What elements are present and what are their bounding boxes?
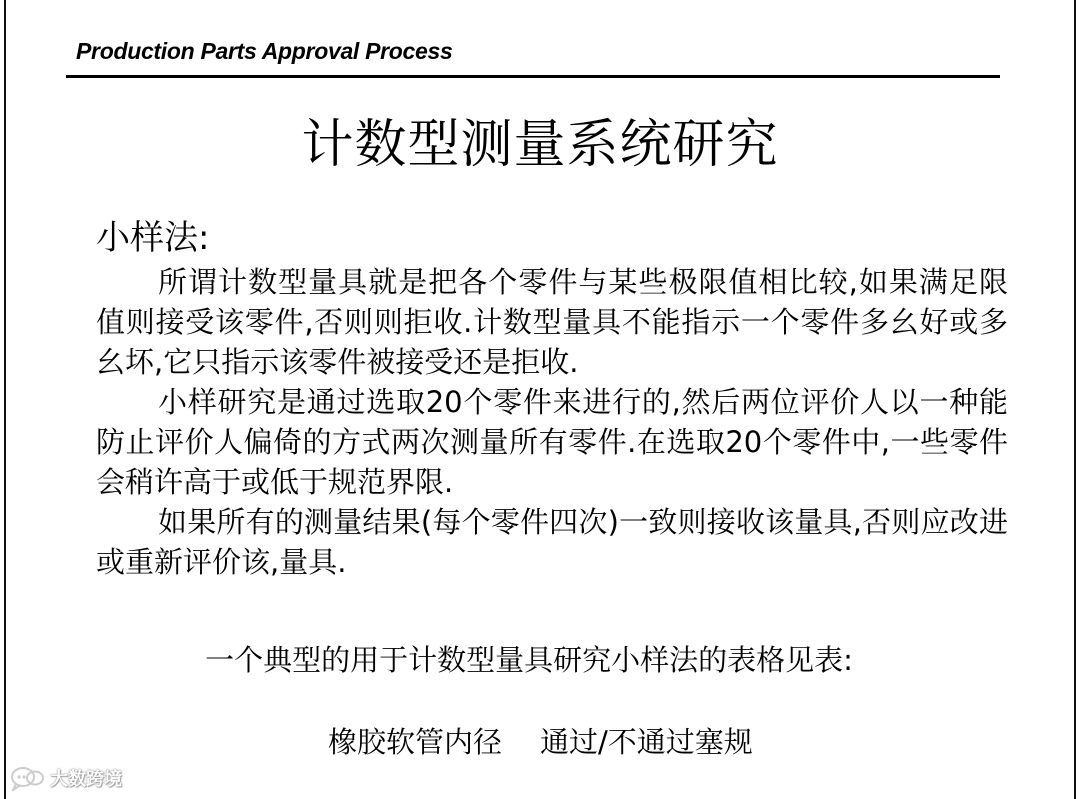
header-divider: [66, 75, 1000, 78]
table-caption: [328, 722, 753, 762]
table-intro: 一个典型的用于计数型量具研究小样法的表格见表:: [205, 643, 853, 677]
body-text: [96, 262, 1008, 582]
table-caption-item: 橡胶软管内径: [328, 725, 503, 759]
section-heading: 小样法:: [96, 218, 210, 258]
paragraph-procedure: 小样研究是通过选取20个零件来进行的,然后两位评价人以一种能防止评价人偏倚的方式两次测量所有零件.在选取20个零件中,一些零件会稍许高于或低于规范界限.: [96, 385, 1008, 499]
chat-bubble-logo-icon: [10, 765, 46, 791]
paragraph-definition: 所谓计数型量具就是把各个零件与某些极限值相比较,如果满足限值则接受该零件,否则则拒收.计数型量具不能指示一个零件多幺好或多幺坏,它只指示该零件被接受还是拒收.: [96, 265, 1008, 379]
table-caption-gauge: 通过/不通过塞规: [540, 725, 753, 759]
watermark-text: 大数跨境: [50, 769, 122, 790]
watermark: [10, 763, 122, 793]
paragraph-acceptance: 如果所有的测量结果(每个零件四次)一致则接收该量具,否则应改进或重新评价该,量具.: [96, 505, 1008, 579]
slide-title: 计数型测量系统研究: [301, 115, 779, 175]
slide-header: Production Parts Approval Process: [76, 38, 453, 64]
